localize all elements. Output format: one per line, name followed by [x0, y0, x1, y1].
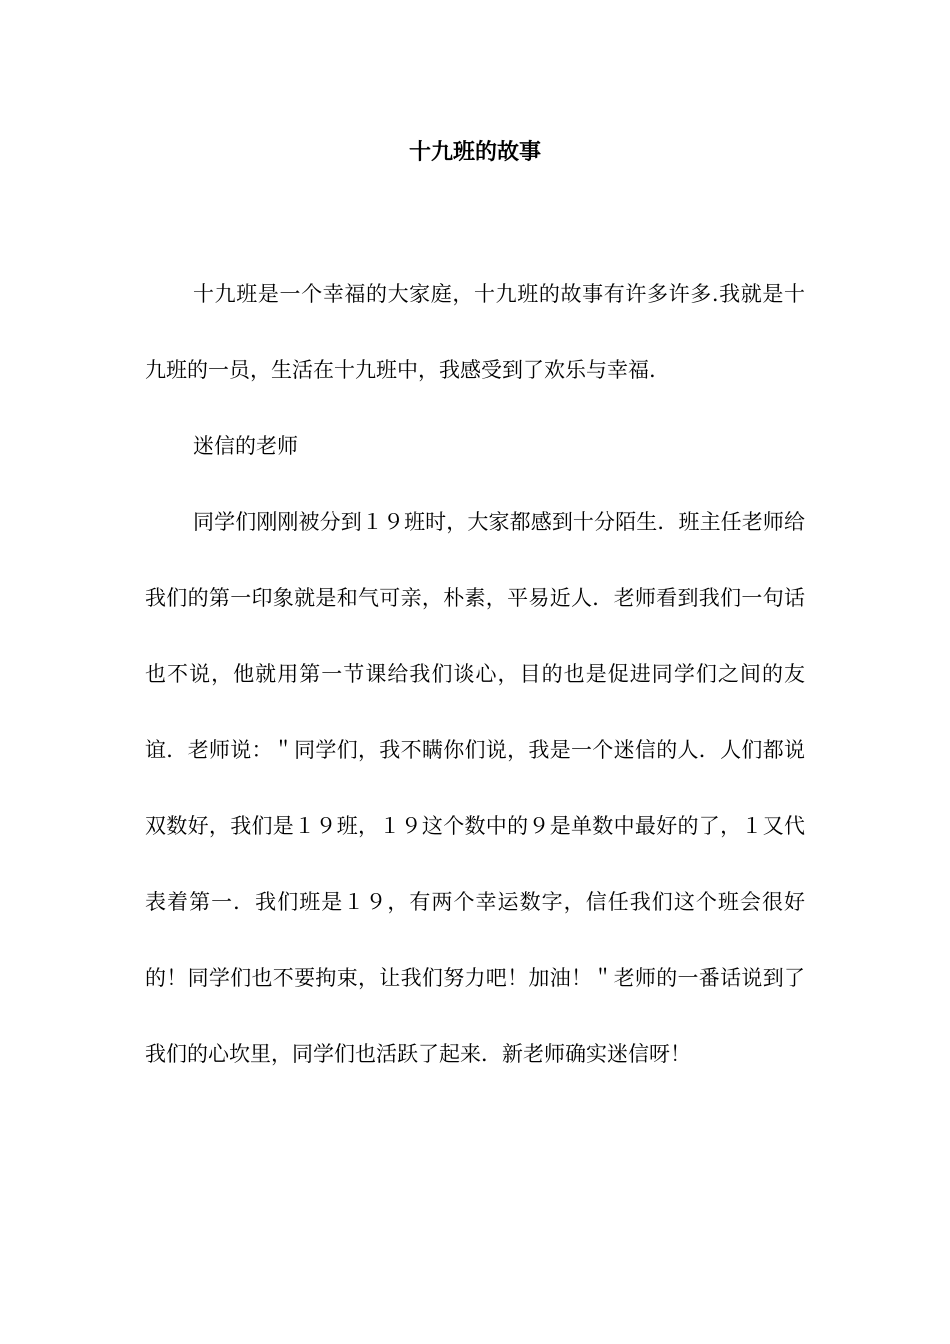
document-body [145, 256, 805, 1092]
section-heading: 迷信的老师 [193, 434, 298, 458]
paragraph-intro: 十九班是一个幸福的大家庭，十九班的故事有许多许多.我就是十九班的一员，生活在十九班中，我感受到了欢乐与幸福. [145, 282, 805, 382]
paragraph-story: 同学们刚刚被分到１９班时，大家都感到十分陌生．班主任老师给我们的第一印象就是和气可亲，朴素，平易近人．老师看到我们一句话也不说，他就用第一节课给我们谈心，目的也是促进同学们之间的友谊．老师说：＂同学们，我不瞒你们说，我是一个迷信的人．人们都说双数好，我们是１９班，１９这个数中的９是单数中最好的了，１又代表着第一．我们班是１９，有两个幸运数字，信任我们这个班会很好的！同学们也不要拘束，让我们努力吧！加油！＂老师的一番话说到了我们的心坎里，同学们也活跃了起来．新老师确实迷信呀！ [145, 510, 805, 1066]
document-title: 十九班的故事 [408, 140, 541, 165]
